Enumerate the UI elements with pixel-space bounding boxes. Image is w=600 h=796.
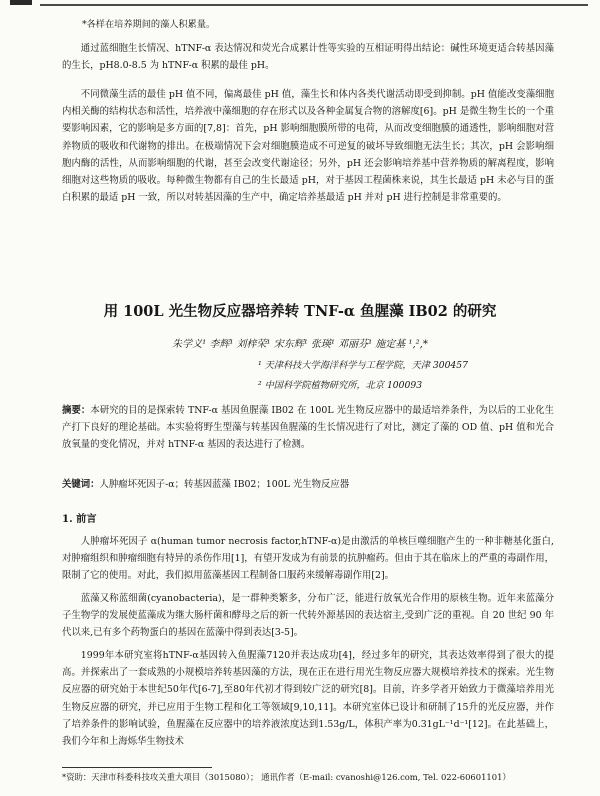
paragraph-conclusion: 通过蓝细胞生长情况、hTNF-α 表达情况和荧光合成累计性等实验的互相证明得出结论：碱性环境更适合转基因藻的生长，pH8.0-8.5 为 hTNF-α 积累的最佳 pH。 [62, 43, 554, 72]
footnote-rule [62, 767, 212, 768]
paragraph-ph-discussion: 不同微藻生活的最佳 pH 值不同，偏离最佳 pH 值，藻生长和体内各类代谢活动即受到抑制。pH 值能改变藻细胞内相关酶的结构状态和活性，培养液中藻细胞的存在形式以及各种金属复合物的溶解度[6]。pH 是微生物生长的一个重要影响因素，它的影响是多方面的[7,8]：首先，pH 影响细胞膜所带的电荷，从而改变细胞膜的通透性，影响细胞对营养物质的吸收和代谢物的排出。在极端情况下会对细胞膜造成不可逆复的破坏导致细胞无法生长；其次，pH 会影响细胞内酶的活性，从而影响细胞的代谢，甚至会改变代谢途径；另外，pH 还会影响培养基中营养物质的解离程度，影响细胞对这些物质的吸收。每种微生物都有自己的生长最适 pH，对于基因工程菌株来说，其生长最适 pH 未必与目的蛋白积累的最适 pH 一致，所以对转基因藻的生产中，确定培养基最适 pH 并对 pH 进行控制是非常重要的。 [62, 89, 554, 204]
intro-paragraph-3: 1999年本研究室将hTNF-α基因转入鱼腥藻7120并表达成功[4]，经过多年的研究，其表达效率得到了很大的提高。并探索出了一套成熟的小规模培养转基因藻的方法，现在正在进行用光生物反应器大规模培养技术的探索。光生物反应器的研究始于本世纪50年代[6-7],至80年代初才得到较广泛的研究[8]。目前，许多学者开始致力于微藻培养用光生物反应器的研究，并已应用于生物工程和化工等领域[9,10,11]。本研究室体已设计和研制了15升的光反应器，并作了培养条件的影响试验，鱼腥藻在反应器中的培养液浓度达到1.53g/L，体积产率为0.31gL⁻¹d⁻¹[12]。在此基础上，我们今年和上海烁华生物技术 [62, 650, 554, 748]
section-heading: 1. 前言 [62, 513, 97, 525]
intro-paragraph-1: 人肿瘤坏死因子 α(human tumor necrosis factor,hTNF-α)是由激活的单核巨噬细胞产生的一种非糖基化蛋白,对肿瘤组织和肿瘤细胞有特异的杀伤作用[1]，有望开发成为有前景的抗肿瘤药。但由于其在临床上的严重的毒副作用，限制了它的使用。对此，我们拟用蓝藻基因工程制备口服药来缓解毒副作用[2]。 [62, 536, 554, 582]
authors: 朱学义¹ 李辉¹ 刘梓荣¹ 宋东辉¹ 张瑛¹ 邓丽芬¹ 施定基 ¹,²,* [172, 339, 428, 350]
intro-paragraph-2: 蓝藻又称蓝细菌(cyanobacteria)，是一群种类繁多，分布广泛，能进行放氧光合作用的原核生物。近年来蓝藻分子生物学的发展使蓝藻成为继大肠杆菌和酵母之后的新一代转外源基因的表达宿主,受到广泛的重视。自 20 世纪 90 年代以来,已有多个药物蛋白的基因在蓝藻中得到表达[3-5]。 [62, 593, 554, 639]
abstract-label: 摘要： [62, 405, 91, 416]
abstract-text: 本研究的目的是探索转 TNF-α 基因鱼腥藻 IB02 在 100L 光生物反应器中的最适培养条件，为以后的工业化生产打下良好的理论基础。本实验将野生型藻与转基因鱼腥藻的生长情况进行了对比，测定了藻的 OD 值、pH 值和光合放氧量的变化情况，并对 hTNF-α 基因的表达进行了检测。 [62, 405, 554, 451]
affiliation-1: ¹ 天津科技大学海洋科学与工程学院，天津 300457 [258, 360, 468, 371]
keywords-text: 人肿瘤坏死因子-α；转基因蓝藻 IB02；100L 光生物反应器 [99, 479, 350, 490]
keywords [62, 476, 554, 490]
table-note: *各样在培养期间的藻人积累量。 [82, 19, 216, 30]
corner-mark [10, 0, 32, 5]
paper-title: 用 100L 光生物反应器培养转 TNF-α 鱼腥藻 IB02 的研究 [103, 303, 497, 320]
top-rule [40, 4, 588, 6]
keywords-label: 关键词： [62, 479, 100, 490]
footnote: *资助：天津市科委科技攻关重大项目（3015080）； 通讯作者（E-mail: cvanoshi@126.com, Tel. 022-60601101） [62, 772, 511, 782]
abstract [62, 402, 554, 454]
affiliation-2: ² 中国科学院植物研究所，北京 100093 [258, 380, 423, 391]
